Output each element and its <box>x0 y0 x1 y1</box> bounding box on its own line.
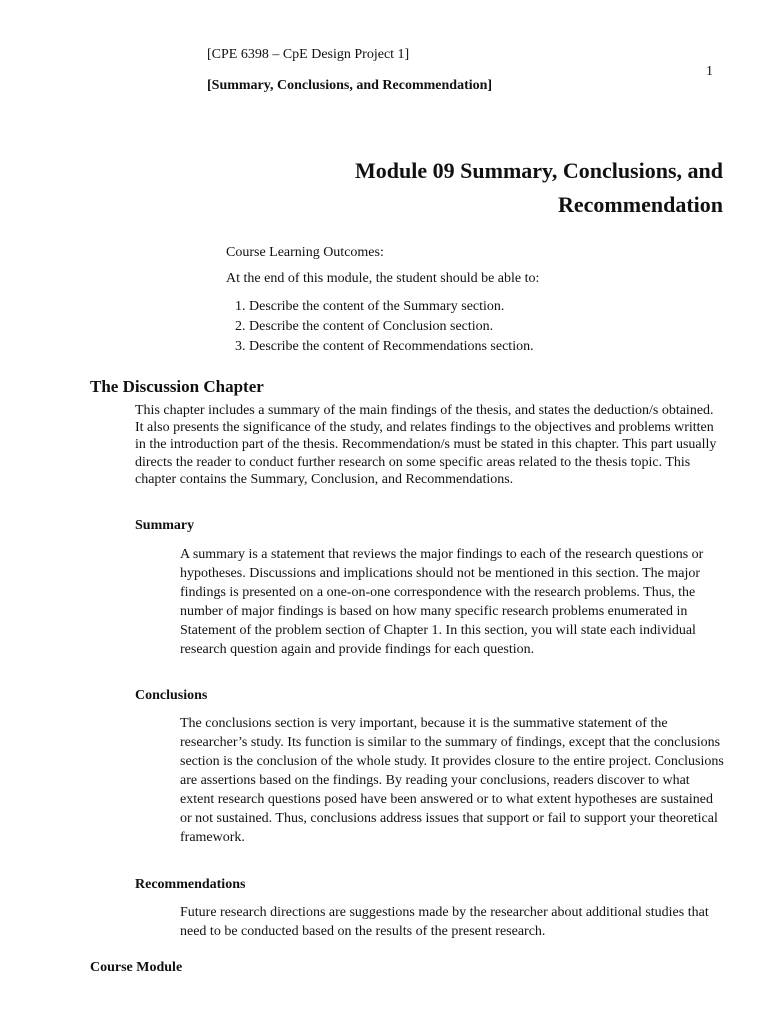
header-course: [CPE 6398 – CpE Design Project 1] <box>207 47 410 62</box>
module-title <box>163 154 723 222</box>
footer-course-module: Course Module <box>90 960 183 975</box>
recommendations-body: Future research directions are suggestions made by the researcher about additional studies that need to be conducted based on the results of the present research. <box>180 905 709 939</box>
outcomes-intro: At the end of this module, the student should be able to: <box>226 271 540 286</box>
outcome-item: 3. Describe the content of Recommendations section. <box>249 337 726 357</box>
outcome-item: 1. Describe the content of the Summary section. <box>249 297 726 317</box>
conclusions-heading: Conclusions <box>135 688 208 703</box>
learning-outcomes <box>226 243 726 357</box>
module-title-line1: Module 09 Summary, Conclusions, and <box>355 158 723 183</box>
summary-heading: Summary <box>135 518 195 533</box>
outcome-item: 2. Describe the content of Conclusion section. <box>249 317 726 337</box>
recommendations-heading: Recommendations <box>135 877 246 892</box>
conclusions-body: The conclusions section is very important, because it is the summative statement of the researcher’s study. Its function is similar to the summary of findings, except that the conclusions section is the conclusion of the whole study. It provides closure to the entire project. Conclusions are assertions based on the findings. By reading your conclusions, readers discover to what extent research questions posed have been answered or to what extent hypotheses are sustained or not sustained. Thus, conclusions address issues that support or fail to support your theoretical framework. <box>180 716 724 845</box>
summary-body: A summary is a statement that reviews the major findings to each of the research questions or hypotheses. Discussions and implications should not be mentioned in this section. The major findings is presented on a one-on-one correspondence with the research problems. Thus, the number of major findings is based on how many specific research problems enumerated in Statement of the problem section of Chapter 1. In this section, you will state each individual research question again and provide findings for each question. <box>180 547 704 657</box>
module-title-line2: Recommendation <box>558 192 723 217</box>
outcomes-heading: Course Learning Outcomes: <box>226 245 384 260</box>
header-section: [Summary, Conclusions, and Recommendation] <box>207 78 493 93</box>
page-number: 1 <box>706 64 713 79</box>
discussion-body: This chapter includes a summary of the main findings of the thesis, and states the deduction/s obtained. It also presents the significance of the study, and relates findings to the objectives and problems written in the introduction part of the thesis. Recommendation/s must be stated in this chapter. This part usually directs the reader to conduct further research on some specific areas related to the thesis topic. This chapter contains the Summary, Conclusion, and Recommendations. <box>135 403 717 487</box>
discussion-heading: The Discussion Chapter <box>90 377 264 396</box>
outcomes-list <box>226 297 726 357</box>
